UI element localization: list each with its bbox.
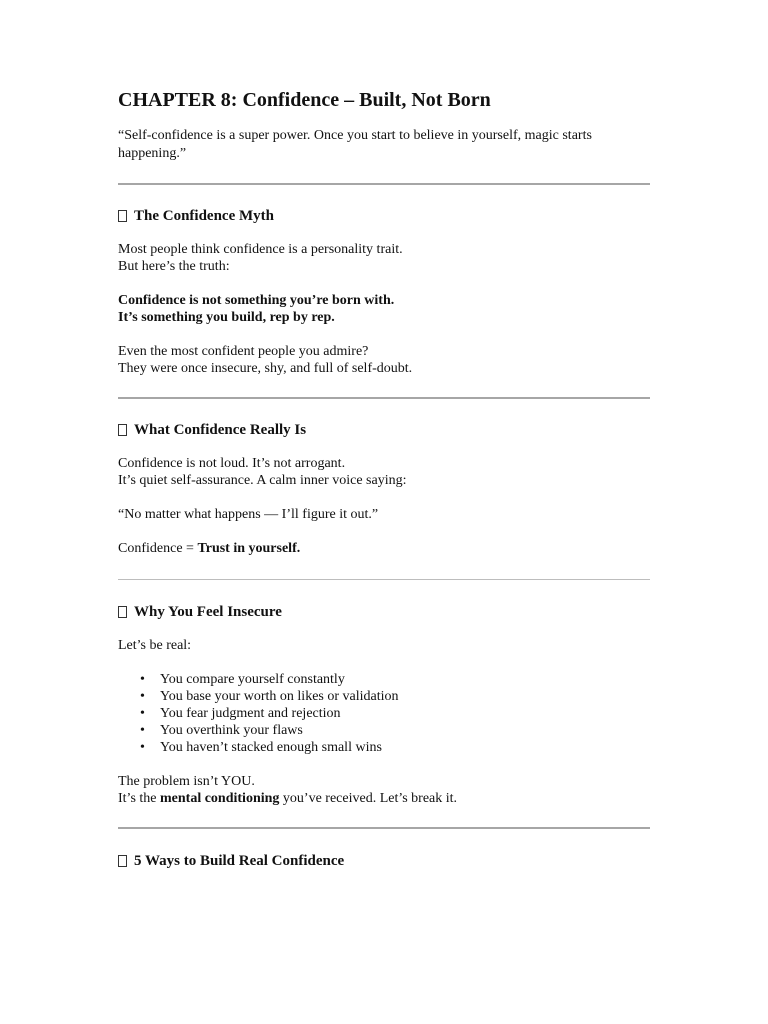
list-item: • You fear judgment and rejection: [118, 705, 650, 722]
list-item: • You haven’t stacked enough small wins: [118, 739, 650, 756]
list-item: • You base your worth on likes or validation: [118, 688, 650, 705]
chapter-epigraph: “Self-confidence is a super power. Once you start to believe in yourself, magic starts happening.”: [118, 128, 592, 161]
missing-glyph-icon: [118, 855, 127, 867]
confidence-equation: [118, 540, 650, 557]
paragraph-line: They were once insecure, shy, and full of self-doubt.: [118, 361, 413, 376]
list-item: • You compare yourself constantly: [118, 671, 650, 688]
paragraph-line: Even the most confident people you admire?: [118, 344, 369, 359]
paragraph-line: Confidence is not loud. It’s not arrogant.: [118, 456, 346, 471]
section-heading-text: 5 Ways to Build Real Confidence: [134, 853, 345, 869]
paragraph-line: Most people think confidence is a personality trait.: [118, 242, 403, 257]
chapter-title: CHAPTER 8: Confidence – Built, Not Born: [118, 89, 491, 111]
inner-voice-quote: “No matter what happens — I’ll figure it out.”: [118, 507, 379, 522]
paragraph-line: Let’s be real:: [118, 638, 192, 653]
missing-glyph-icon: [118, 606, 127, 618]
paragraph-line: [118, 790, 650, 807]
list-item: • You overthink your flaws: [118, 722, 650, 739]
section-heading-text: What Confidence Really Is: [134, 422, 307, 438]
missing-glyph-icon: [118, 210, 127, 222]
section-divider: [118, 827, 650, 829]
equation-prefix: Confidence =: [118, 541, 198, 556]
missing-glyph-icon: [118, 424, 127, 436]
paragraph-line: The problem isn’t YOU.: [118, 774, 255, 789]
section-heading-really: [118, 420, 650, 440]
section-heading-text: Why You Feel Insecure: [134, 604, 282, 620]
closing-suffix: you’ve received. Let’s break it.: [279, 791, 458, 806]
section-heading-myth: [118, 206, 650, 226]
bold-statement: Confidence is not something you’re born with.: [118, 293, 395, 308]
closing-prefix: It’s the: [118, 791, 160, 806]
section-heading-insecure: [118, 602, 650, 622]
section-heading-text: The Confidence Myth: [134, 208, 274, 224]
closing-bold: mental conditioning: [160, 791, 280, 806]
section-heading-ways: [118, 851, 650, 871]
section-divider: [118, 183, 650, 185]
equation-bold: Trust in yourself.: [197, 541, 301, 556]
insecurity-list: [118, 671, 650, 756]
bold-statement: It’s something you build, rep by rep.: [118, 310, 335, 325]
paragraph-line: But here’s the truth:: [118, 259, 230, 274]
section-divider: [118, 397, 650, 399]
chapter-content: [118, 86, 650, 871]
section-divider: [118, 579, 650, 580]
paragraph-line: It’s quiet self-assurance. A calm inner voice saying:: [118, 473, 407, 488]
